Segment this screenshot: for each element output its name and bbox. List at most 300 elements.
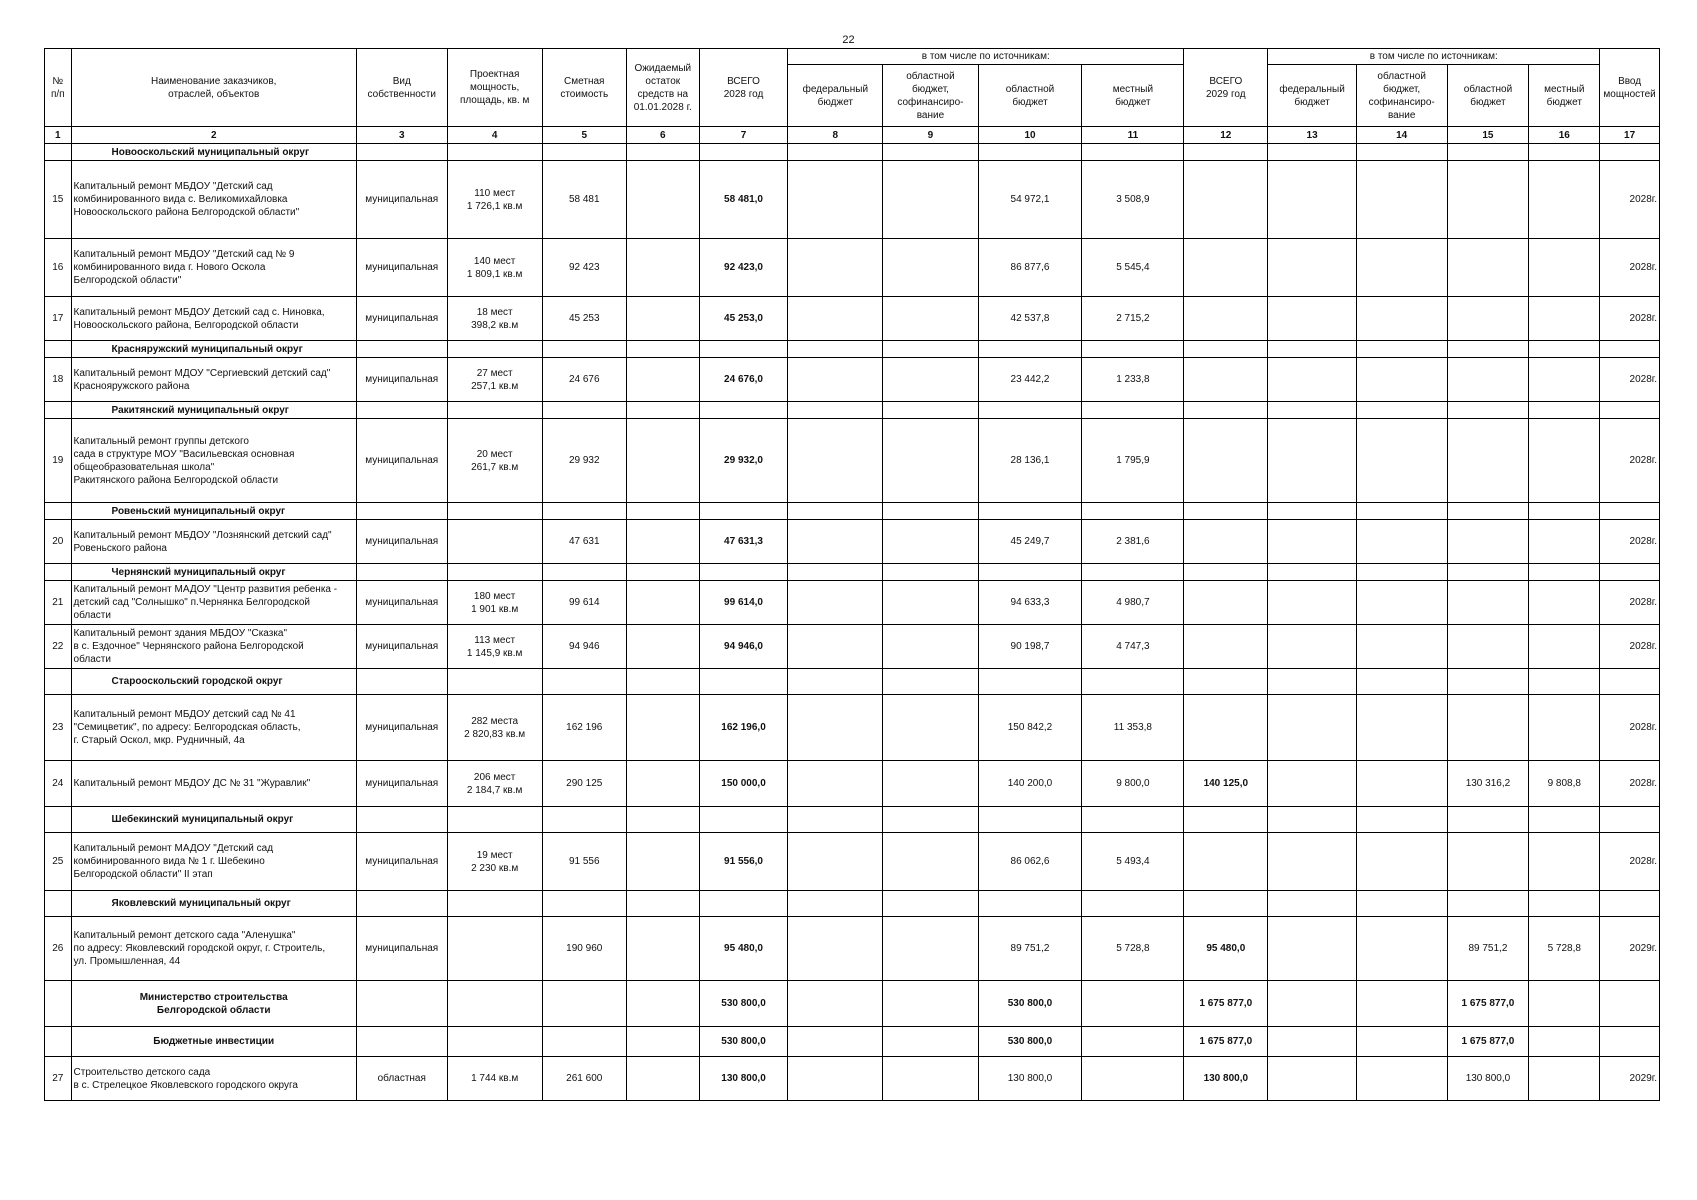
regional-2029 (1447, 520, 1529, 564)
total-2028: 24 676,0 (699, 358, 787, 402)
total-empty-cell (883, 981, 978, 1027)
column-number: 12 (1184, 127, 1268, 144)
ownership: муниципальная (356, 695, 447, 761)
section-row (45, 144, 1660, 161)
object-name: Капитальный ремонт здания МБДОУ "Сказка" в с. Ездочное" Чернянского района Белгородской области (71, 625, 356, 669)
commissioning-year: 2028г. (1600, 625, 1660, 669)
total-value: 530 800,0 (978, 981, 1082, 1027)
section-empty-cell (626, 503, 699, 520)
section-row (45, 402, 1660, 419)
section-empty-cell (1600, 341, 1660, 358)
regional-cofin-2029 (1356, 917, 1447, 981)
commissioning-year: 2029г. (1600, 1057, 1660, 1101)
regional-cofin-2029 (1356, 695, 1447, 761)
regional-cofin-2029 (1356, 581, 1447, 625)
section-empty-cell (1529, 891, 1600, 917)
section-empty-cell (978, 144, 1082, 161)
regional-2029 (1447, 419, 1529, 503)
section-empty-cell (1268, 891, 1356, 917)
total-value: 1 675 877,0 (1447, 981, 1529, 1027)
remainder (626, 419, 699, 503)
estimate-cost: 45 253 (542, 297, 626, 341)
section-empty-cell (1529, 669, 1600, 695)
regional-2028: 86 062,6 (978, 833, 1082, 891)
regional-2029: 130 316,2 (1447, 761, 1529, 807)
section-empty-cell (1356, 144, 1447, 161)
estimate-cost: 29 932 (542, 419, 626, 503)
commissioning-year: 2028г. (1600, 581, 1660, 625)
header-no: № п/п (45, 49, 72, 127)
section-empty-cell (1529, 564, 1600, 581)
column-number: 17 (1600, 127, 1660, 144)
remainder (626, 161, 699, 239)
estimate-cost: 261 600 (542, 1057, 626, 1101)
section-empty-cell (1600, 669, 1660, 695)
total-empty-cell (1082, 981, 1184, 1027)
total-empty-cell (1600, 981, 1660, 1027)
federal-2028 (788, 695, 883, 761)
total-empty-cell (1268, 1027, 1356, 1057)
section-empty-cell (356, 402, 447, 419)
remainder (626, 239, 699, 297)
total-row (45, 1027, 1660, 1057)
section-empty-cell (447, 341, 542, 358)
remainder (626, 520, 699, 564)
total-2028: 95 480,0 (699, 917, 787, 981)
capacity: 180 мест 1 901 кв.м (447, 581, 542, 625)
section-empty-cell (699, 807, 787, 833)
section-empty-cell (1356, 807, 1447, 833)
remainder (626, 833, 699, 891)
regional-cofin-2029 (1356, 297, 1447, 341)
capacity: 113 мест 1 145,9 кв.м (447, 625, 542, 669)
section-empty-cell (883, 669, 978, 695)
section-empty-cell (542, 144, 626, 161)
regional-2028: 23 442,2 (978, 358, 1082, 402)
capacity (447, 917, 542, 981)
total-row (45, 981, 1660, 1027)
section-empty-cell (356, 807, 447, 833)
section-empty-cell (626, 669, 699, 695)
regional-cofin-2028 (883, 625, 978, 669)
regional-2029 (1447, 625, 1529, 669)
section-empty-cell (699, 669, 787, 695)
local-2028: 4 747,3 (1082, 625, 1184, 669)
regional-2029: 89 751,2 (1447, 917, 1529, 981)
section-empty-cell (788, 144, 883, 161)
ownership: муниципальная (356, 297, 447, 341)
section-empty-cell (1082, 669, 1184, 695)
section-empty-cell (1600, 891, 1660, 917)
section-empty-cell (1600, 807, 1660, 833)
row-number: 18 (45, 358, 72, 402)
column-number: 7 (699, 127, 787, 144)
regional-2029 (1447, 358, 1529, 402)
column-number: 8 (788, 127, 883, 144)
total-empty-cell (1529, 981, 1600, 1027)
section-empty-cell (1600, 402, 1660, 419)
federal-2029 (1268, 695, 1356, 761)
row-number: 23 (45, 695, 72, 761)
remainder (626, 1057, 699, 1101)
total-empty-cell (626, 981, 699, 1027)
federal-2028 (788, 239, 883, 297)
row-number: 20 (45, 520, 72, 564)
estimate-cost: 190 960 (542, 917, 626, 981)
regional-cofin-2028 (883, 695, 978, 761)
section-empty-cell (1356, 669, 1447, 695)
table-row (45, 358, 1660, 402)
regional-2028: 89 751,2 (978, 917, 1082, 981)
regional-2029 (1447, 695, 1529, 761)
total-title: Бюджетные инвестиции (71, 1027, 356, 1057)
section-empty-cell (883, 341, 978, 358)
regional-cofin-2028 (883, 761, 978, 807)
local-2028: 1 795,9 (1082, 419, 1184, 503)
federal-2029 (1268, 239, 1356, 297)
section-empty-cell (1356, 402, 1447, 419)
total-empty-cell (356, 981, 447, 1027)
column-number: 13 (1268, 127, 1356, 144)
column-number: 9 (883, 127, 978, 144)
total-title: Министерство строительства Белгородской области (71, 981, 356, 1027)
total-2029 (1184, 581, 1268, 625)
commissioning-year: 2028г. (1600, 695, 1660, 761)
ownership: муниципальная (356, 520, 447, 564)
total-2028: 29 932,0 (699, 419, 787, 503)
section-row (45, 503, 1660, 520)
section-no-cell (45, 807, 72, 833)
section-empty-cell (883, 144, 978, 161)
ownership: муниципальная (356, 917, 447, 981)
section-title: Красняружский муниципальный округ (71, 341, 356, 358)
capacity: 27 мест 257,1 кв.м (447, 358, 542, 402)
section-empty-cell (1184, 402, 1268, 419)
column-number: 6 (626, 127, 699, 144)
investment-table (44, 48, 1660, 1101)
section-empty-cell (1529, 807, 1600, 833)
section-empty-cell (1447, 807, 1529, 833)
header-estimate: Сметная стоимость (542, 49, 626, 127)
local-2028: 5 493,4 (1082, 833, 1184, 891)
remainder (626, 625, 699, 669)
header-remainder: Ожидаемый остаток средств на 01.01.2028 г. (626, 49, 699, 127)
section-empty-cell (1184, 341, 1268, 358)
section-empty-cell (447, 669, 542, 695)
section-empty-cell (447, 807, 542, 833)
total-value: 530 800,0 (978, 1027, 1082, 1057)
total-2029 (1184, 239, 1268, 297)
table-body (45, 127, 1660, 1101)
regional-cofin-2029 (1356, 833, 1447, 891)
total-2029 (1184, 358, 1268, 402)
section-empty-cell (699, 503, 787, 520)
section-empty-cell (1356, 503, 1447, 520)
section-no-cell (45, 341, 72, 358)
object-name: Строительство детского сада в с. Стрелецкое Яковлевского городского округа (71, 1057, 356, 1101)
row-number: 15 (45, 161, 72, 239)
section-empty-cell (978, 669, 1082, 695)
section-no-cell (45, 503, 72, 520)
total-2029 (1184, 520, 1268, 564)
total-2029 (1184, 297, 1268, 341)
section-empty-cell (447, 564, 542, 581)
total-empty-cell (45, 981, 72, 1027)
regional-cofin-2028 (883, 581, 978, 625)
header-commissioning: Ввод мощностей (1600, 49, 1660, 127)
local-2029 (1529, 1057, 1600, 1101)
commissioning-year: 2028г. (1600, 297, 1660, 341)
section-empty-cell (1529, 144, 1600, 161)
section-empty-cell (1184, 669, 1268, 695)
regional-cofin-2029 (1356, 239, 1447, 297)
section-empty-cell (356, 503, 447, 520)
column-number: 15 (1447, 127, 1529, 144)
section-title: Шебекинский муниципальный округ (71, 807, 356, 833)
ownership: муниципальная (356, 239, 447, 297)
regional-2029 (1447, 833, 1529, 891)
total-empty-cell (1082, 1027, 1184, 1057)
regional-cofin-2029 (1356, 761, 1447, 807)
total-empty-cell (447, 1027, 542, 1057)
section-empty-cell (788, 891, 883, 917)
row-number: 26 (45, 917, 72, 981)
total-2029: 95 480,0 (1184, 917, 1268, 981)
federal-2029 (1268, 358, 1356, 402)
federal-2028 (788, 581, 883, 625)
remainder (626, 761, 699, 807)
local-2029 (1529, 833, 1600, 891)
section-empty-cell (1447, 891, 1529, 917)
total-empty-cell (883, 1027, 978, 1057)
ownership: муниципальная (356, 419, 447, 503)
section-empty-cell (1268, 341, 1356, 358)
section-empty-cell (1268, 669, 1356, 695)
regional-2028: 28 136,1 (978, 419, 1082, 503)
estimate-cost: 58 481 (542, 161, 626, 239)
section-title: Старооскольский городской округ (71, 669, 356, 695)
total-2029: 140 125,0 (1184, 761, 1268, 807)
federal-2028 (788, 419, 883, 503)
section-empty-cell (1268, 564, 1356, 581)
local-2029: 5 728,8 (1529, 917, 1600, 981)
estimate-cost: 94 946 (542, 625, 626, 669)
header-regional-2029: областной бюджет (1447, 65, 1529, 127)
capacity: 282 места 2 820,83 кв.м (447, 695, 542, 761)
section-empty-cell (1184, 503, 1268, 520)
regional-2028: 54 972,1 (978, 161, 1082, 239)
total-2028: 92 423,0 (699, 239, 787, 297)
header-regional-cofin-2028: областной бюджет, софинансиро- вание (883, 65, 978, 127)
remainder (626, 581, 699, 625)
ownership: муниципальная (356, 581, 447, 625)
federal-2029 (1268, 1057, 1356, 1101)
local-2028: 5 728,8 (1082, 917, 1184, 981)
regional-2029: 130 800,0 (1447, 1057, 1529, 1101)
section-empty-cell (1268, 402, 1356, 419)
ownership: муниципальная (356, 833, 447, 891)
section-empty-cell (788, 564, 883, 581)
local-2029 (1529, 358, 1600, 402)
local-2029 (1529, 581, 1600, 625)
header-total-2028: ВСЕГО 2028 год (699, 49, 787, 127)
local-2028: 1 233,8 (1082, 358, 1184, 402)
section-empty-cell (1447, 669, 1529, 695)
regional-cofin-2028 (883, 297, 978, 341)
section-empty-cell (883, 564, 978, 581)
total-value: 1 675 877,0 (1184, 981, 1268, 1027)
object-name: Капитальный ремонт МБДОУ "Детский сад № 9 комбинированного вида г. Нового Оскола Белгородской области" (71, 239, 356, 297)
section-empty-cell (1529, 341, 1600, 358)
commissioning-year: 2029г. (1600, 917, 1660, 981)
header-regional-cofin-2029: областной бюджет, софинансиро- вание (1356, 65, 1447, 127)
commissioning-year: 2028г. (1600, 239, 1660, 297)
regional-2028: 150 842,2 (978, 695, 1082, 761)
ownership: областная (356, 1057, 447, 1101)
total-value: 530 800,0 (699, 981, 787, 1027)
regional-2028: 140 200,0 (978, 761, 1082, 807)
regional-cofin-2028 (883, 917, 978, 981)
row-number: 17 (45, 297, 72, 341)
section-empty-cell (1184, 144, 1268, 161)
section-empty-cell (1529, 402, 1600, 419)
section-empty-cell (356, 891, 447, 917)
regional-2029 (1447, 297, 1529, 341)
ownership: муниципальная (356, 161, 447, 239)
header-name: Наименование заказчиков, отраслей, объектов (71, 49, 356, 127)
commissioning-year: 2028г. (1600, 833, 1660, 891)
local-2028: 2 381,6 (1082, 520, 1184, 564)
total-empty-cell (356, 1027, 447, 1057)
local-2028: 9 800,0 (1082, 761, 1184, 807)
ownership: муниципальная (356, 761, 447, 807)
table-row (45, 1057, 1660, 1101)
section-empty-cell (978, 891, 1082, 917)
section-empty-cell (1600, 144, 1660, 161)
header-sources-2029: в том числе по источникам: (1268, 49, 1600, 65)
local-2029 (1529, 297, 1600, 341)
section-empty-cell (883, 807, 978, 833)
section-row (45, 669, 1660, 695)
estimate-cost: 47 631 (542, 520, 626, 564)
section-row (45, 891, 1660, 917)
total-empty-cell (626, 1027, 699, 1057)
section-row (45, 341, 1660, 358)
section-empty-cell (1082, 144, 1184, 161)
row-number: 25 (45, 833, 72, 891)
regional-cofin-2028 (883, 358, 978, 402)
estimate-cost: 162 196 (542, 695, 626, 761)
regional-2028: 42 537,8 (978, 297, 1082, 341)
regional-cofin-2028 (883, 419, 978, 503)
regional-cofin-2028 (883, 833, 978, 891)
section-empty-cell (788, 503, 883, 520)
table-row (45, 625, 1660, 669)
total-2028: 47 631,3 (699, 520, 787, 564)
federal-2029 (1268, 161, 1356, 239)
local-2028 (1082, 1057, 1184, 1101)
row-number: 21 (45, 581, 72, 625)
capacity: 206 мест 2 184,7 кв.м (447, 761, 542, 807)
capacity (447, 520, 542, 564)
column-number: 16 (1529, 127, 1600, 144)
section-empty-cell (978, 807, 1082, 833)
regional-2028: 94 633,3 (978, 581, 1082, 625)
column-numbers-row (45, 127, 1660, 144)
column-number: 5 (542, 127, 626, 144)
federal-2029 (1268, 520, 1356, 564)
total-2028: 162 196,0 (699, 695, 787, 761)
remainder (626, 297, 699, 341)
section-no-cell (45, 144, 72, 161)
section-empty-cell (978, 503, 1082, 520)
estimate-cost: 92 423 (542, 239, 626, 297)
table-row (45, 581, 1660, 625)
object-name: Капитальный ремонт МАДОУ "Центр развития ребенка - детский сад "Солнышко" п.Чернянка Белгородской области (71, 581, 356, 625)
section-empty-cell (978, 564, 1082, 581)
object-name: Капитальный ремонт группы детского сада в структуре МОУ "Васильевская основная общеобразовательная школа" Ракитянского района Белгородской области (71, 419, 356, 503)
section-empty-cell (1447, 144, 1529, 161)
section-empty-cell (978, 402, 1082, 419)
total-2028: 58 481,0 (699, 161, 787, 239)
row-number: 19 (45, 419, 72, 503)
section-empty-cell (699, 402, 787, 419)
row-number: 24 (45, 761, 72, 807)
header-total-2029: ВСЕГО 2029 год (1184, 49, 1268, 127)
local-2029 (1529, 419, 1600, 503)
local-2029 (1529, 239, 1600, 297)
total-2029 (1184, 833, 1268, 891)
header-local-2028: местный бюджет (1082, 65, 1184, 127)
section-title: Новооскольский муниципальный округ (71, 144, 356, 161)
section-empty-cell (1356, 341, 1447, 358)
federal-2029 (1268, 419, 1356, 503)
regional-cofin-2029 (1356, 1057, 1447, 1101)
total-empty-cell (1268, 981, 1356, 1027)
section-empty-cell (626, 341, 699, 358)
regional-cofin-2029 (1356, 520, 1447, 564)
section-empty-cell (542, 891, 626, 917)
section-no-cell (45, 669, 72, 695)
total-empty-cell (542, 981, 626, 1027)
section-empty-cell (883, 402, 978, 419)
total-value: 1 675 877,0 (1447, 1027, 1529, 1057)
federal-2029 (1268, 833, 1356, 891)
header-federal-2028: федеральный бюджет (788, 65, 883, 127)
total-2028: 99 614,0 (699, 581, 787, 625)
section-empty-cell (1356, 564, 1447, 581)
regional-cofin-2028 (883, 239, 978, 297)
regional-cofin-2029 (1356, 161, 1447, 239)
total-2029 (1184, 161, 1268, 239)
federal-2029 (1268, 625, 1356, 669)
column-number: 1 (45, 127, 72, 144)
total-2029 (1184, 625, 1268, 669)
section-empty-cell (1268, 807, 1356, 833)
estimate-cost: 91 556 (542, 833, 626, 891)
section-empty-cell (699, 144, 787, 161)
ownership: муниципальная (356, 625, 447, 669)
regional-2029 (1447, 161, 1529, 239)
estimate-cost: 99 614 (542, 581, 626, 625)
total-empty-cell (1529, 1027, 1600, 1057)
commissioning-year: 2028г. (1600, 520, 1660, 564)
section-empty-cell (1268, 503, 1356, 520)
section-empty-cell (626, 564, 699, 581)
capacity: 140 мест 1 809,1 кв.м (447, 239, 542, 297)
page-number: 22 (842, 34, 855, 46)
local-2028: 5 545,4 (1082, 239, 1184, 297)
